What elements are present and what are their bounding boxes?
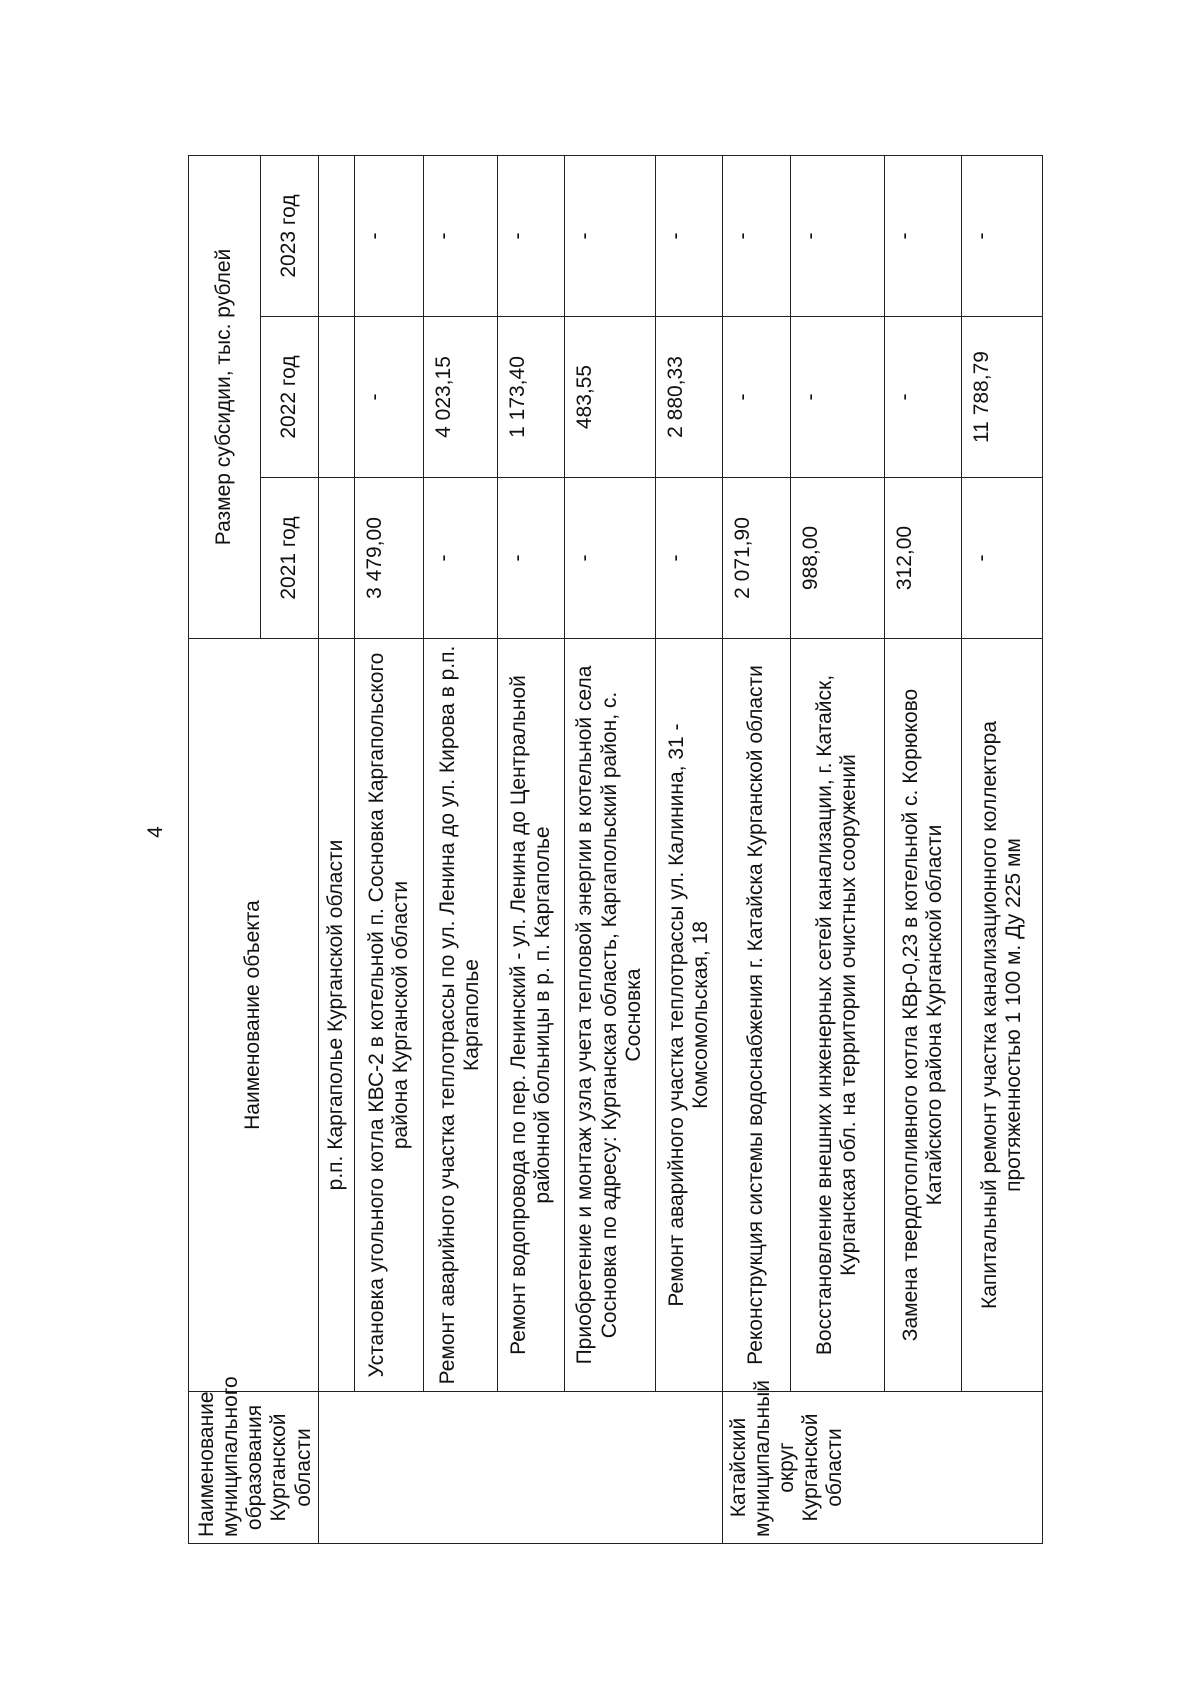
value-2023: - (564, 156, 655, 317)
header-subsidy: Размер субсидии, тыс. рублей (189, 156, 261, 639)
page-number: 4 (143, 826, 167, 838)
value-2022: - (884, 317, 961, 478)
header-object: Наименование объекта (189, 639, 319, 1392)
table-row (564, 156, 655, 1544)
subsidy-table (188, 155, 1043, 1544)
value-2021: 312,00 (884, 478, 961, 639)
table-row (884, 156, 961, 1544)
object-name: Восстановление внешних инженерных сетей канализации, г. Катайск, Курганская обл. на территории очистных сооружений (790, 639, 884, 1392)
value-2022: 2 880,33 (655, 317, 722, 478)
value-2023: - (497, 156, 564, 317)
table-row (423, 156, 497, 1544)
table-row (790, 156, 884, 1544)
value-2023: - (354, 156, 423, 317)
header-municipality: Наименование муниципального образования Курганской области (189, 1392, 319, 1544)
value-2022: 1 173,40 (497, 317, 564, 478)
value-2021: - (423, 478, 497, 639)
header-year-2022: 2022 год (260, 317, 318, 478)
value-2021: 2 071,90 (722, 478, 790, 639)
object-name: Ремонт аварийного участка теплотрассы ул. Калинина, 31 - Комсомольская, 18 (655, 639, 722, 1392)
value-2023: - (655, 156, 722, 317)
header-year-2021: 2021 год (260, 478, 318, 639)
table-row (655, 156, 722, 1544)
table-row (354, 156, 423, 1544)
value-2022: 11 788,79 (961, 317, 1042, 478)
value-2021: 3 479,00 (354, 478, 423, 639)
object-name: Замена твердотопливного котла КВр-0,23 в котельной с. Корюково Катайского района Курганской области (884, 639, 961, 1392)
table-row (497, 156, 564, 1544)
value-2022: - (354, 317, 423, 478)
object-name: Капитальный ремонт участка канализационного коллектора протяженностью 1 100 м. Ду 225 мм (961, 639, 1042, 1392)
value-2023: - (790, 156, 884, 317)
group1-subheader: р.п. Каргаполье Курганской области (318, 639, 354, 1392)
value-2021: - (564, 478, 655, 639)
object-name: Ремонт водопровода по пер. Ленинский - ул. Ленина до Центральной районной больницы в р. п. Каргаполье (497, 639, 564, 1392)
header-year-2023: 2023 год (260, 156, 318, 317)
value-2023: - (884, 156, 961, 317)
table-row (722, 156, 790, 1544)
value-2022: 483,55 (564, 317, 655, 478)
value-2022: - (790, 317, 884, 478)
group2-municipality: Катайский муниципальный округ Курганской области (722, 1392, 1042, 1544)
value-2022: - (722, 317, 790, 478)
value-2023: - (961, 156, 1042, 317)
value-2023: - (423, 156, 497, 317)
rotated-table-container (188, 156, 1026, 1544)
object-name: Установка угольного котла КВС-2 в котельной п. Сосновка Каргапольского района Курганской области (354, 639, 423, 1392)
value-2021: - (655, 478, 722, 639)
group1-subheader-v2021 (318, 478, 354, 639)
value-2021: - (961, 478, 1042, 639)
table-row (961, 156, 1042, 1544)
group1-subheader-v2023 (318, 156, 354, 317)
object-name: Реконструкция системы водоснабжения г. Катайска Курганской области (722, 639, 790, 1392)
value-2023: - (722, 156, 790, 317)
value-2022: 4 023,15 (423, 317, 497, 478)
value-2021: 988,00 (790, 478, 884, 639)
object-name: Приобретение и монтаж узла учета тепловой энергии в котельной села Сосновка по адресу: Курганская область, Каргапольский район, с. Сосновка (564, 639, 655, 1392)
group1-subheader-v2022 (318, 317, 354, 478)
group1-municipality (318, 1392, 722, 1544)
value-2021: - (497, 478, 564, 639)
object-name: Ремонт аварийного участка теплотрассы по ул. Ленина до ул. Кирова в р.п. Каргаполье (423, 639, 497, 1392)
